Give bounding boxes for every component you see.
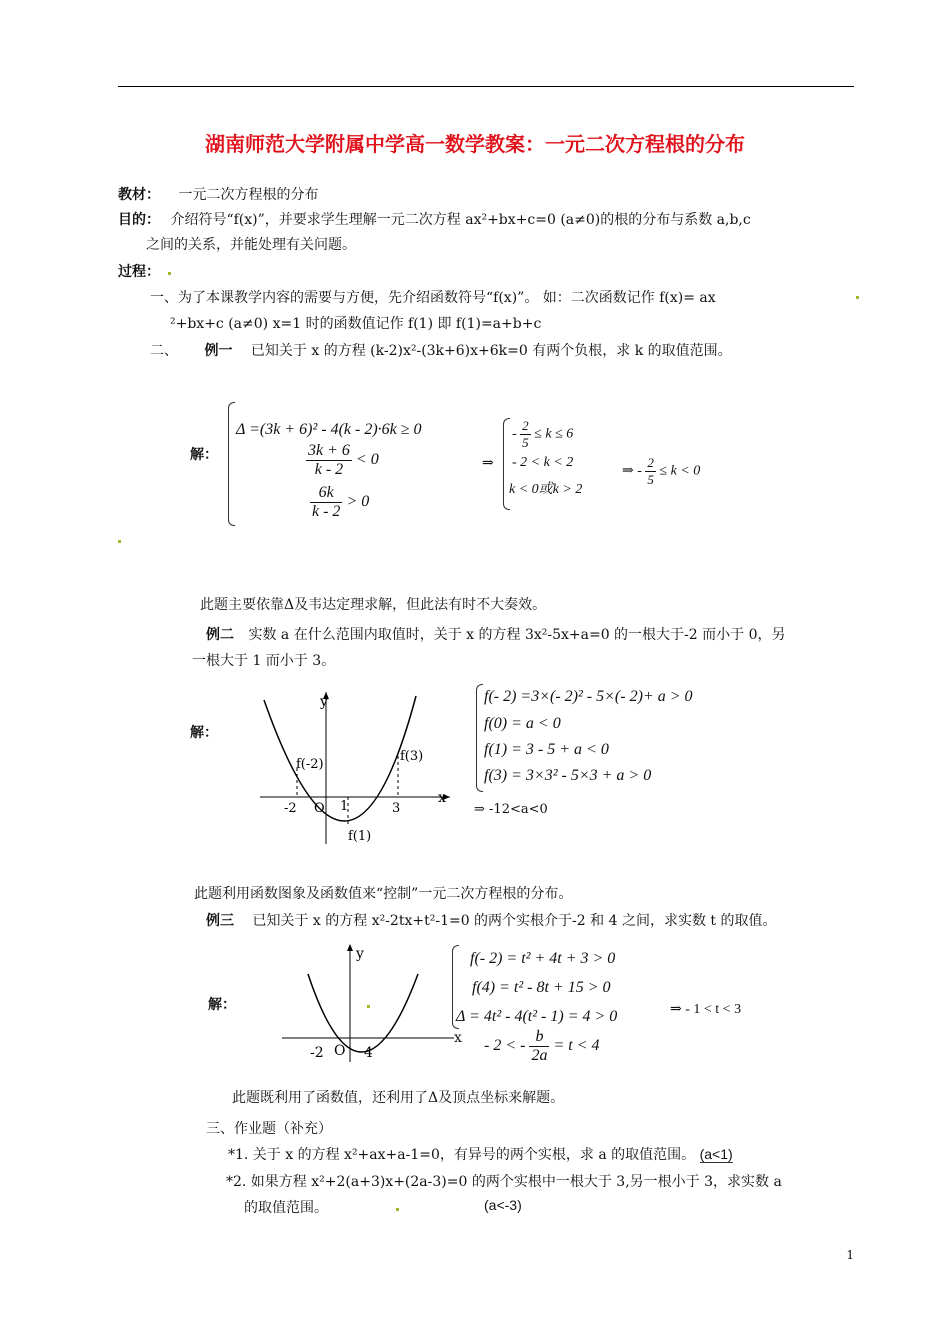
result-numerator: 2: [647, 455, 654, 470]
example2-eq1: f(- 2) =3×(- 2)² - 5×(- 2)+ a > 0: [484, 688, 693, 705]
result-post: ≤ k < 0: [659, 463, 701, 479]
purpose-text1: 介绍符号“f(x)”，并要求学生理解一元二次方程 ax²+bx+c=0 (a≠0)的根的分布与系数 a,b,c: [170, 212, 751, 228]
sys2-denominator: k - 2: [314, 461, 344, 478]
system-brace: [228, 402, 235, 526]
section1-line2: ²+bx+c (a≠0) x=1 时的函数值记作 f(1) 即 f(1)=a+b+c: [170, 316, 542, 332]
material-line: [118, 184, 318, 204]
r1-minus: -: [512, 426, 517, 442]
homework-title: 三、作业题（补充）: [206, 1121, 332, 1137]
implies-arrow: ⇒: [482, 455, 494, 471]
tick-label: 3: [392, 801, 401, 816]
example3-eq2: f(4) = t² - 8t + 15 > 0: [472, 979, 611, 996]
example3-eq1: f(- 2) = t² + 4t + 3 > 0: [470, 950, 616, 967]
r1-numerator: 2: [522, 418, 529, 433]
example2-eq4: f(3) = 3×3² - 5×3 + a > 0: [484, 767, 652, 784]
example2-text1: 实数 a 在什么范围内取值时，关于 x 的方程 3x²-5x+a=0 的一根大于-2 而小于 0，另: [248, 627, 786, 643]
tick-label: -2: [310, 1045, 324, 1061]
example1-sys3: [310, 484, 369, 521]
example2-line1: [206, 624, 786, 644]
example2-text2: 一根大于 1 而小于 3。: [192, 653, 336, 669]
purpose-line1: [118, 209, 751, 229]
example1-prefix: 二、: [150, 343, 178, 359]
origin-label: O: [314, 801, 325, 816]
example2-eq3: f(1) = 3 - 5 + a < 0: [484, 741, 609, 758]
example1-sys1: Δ =(3k + 6)² - 4(k - 2)·6k ≥ 0: [236, 421, 422, 438]
example2-note: 此题利用函数图象及函数值来“控制”一元二次方程根的分布。: [194, 886, 573, 902]
tick-label: -2: [284, 801, 297, 816]
example1-text: 已知关于 x 的方程 (k-2)x²-(3k+6)x+6k=0 有两个负根，求 k 的取值范围。: [250, 343, 732, 359]
example3-eq3: Δ = 4t² - 4(t² - 1) = 4 > 0: [456, 1008, 618, 1025]
purpose-label: 目的：: [118, 212, 160, 228]
example1-note: 此题主要依靠Δ及韦达定理求解，但此法有时不大奏效。: [200, 597, 547, 613]
x-label: x: [438, 790, 446, 806]
q1-answer: (a<1): [699, 1146, 733, 1162]
example3-solve-label: 解：: [208, 997, 236, 1013]
section1-line1: 一、为了本课教学内容的需要与方便，先介绍函数符号“f(x)”。 如：二次函数记作 f(x)= ax: [150, 290, 716, 306]
y-label: y: [320, 694, 328, 710]
origin-label: O: [334, 1043, 346, 1059]
homework-q2b: 的取值范围。: [244, 1200, 328, 1216]
page-number: 1: [846, 1248, 854, 1262]
marker-dot: [856, 296, 859, 299]
example3-x-label: x: [454, 1030, 462, 1046]
example3-result: ⇒ - 1 < t < 3: [670, 1002, 742, 1017]
sys3-relation: > 0: [346, 493, 370, 511]
point-label: f(-2): [296, 757, 324, 772]
tick-label: 1: [340, 799, 349, 814]
homework-q2a: *2. 如果方程 x²+2(a+3)x+(2a-3)=0 的两个实根中一根大于 3,另一根小于 3，求实数 a: [226, 1174, 782, 1190]
example3-text: 已知关于 x 的方程 x²-2tx+t²-1=0 的两个实根介于-2 和 4 之间，求实数 t 的取值。: [252, 913, 777, 929]
y-label: y: [356, 946, 364, 962]
point-label: f(1): [348, 829, 372, 844]
homework-q1: [228, 1144, 733, 1164]
marker-dot: [396, 1208, 399, 1211]
result-arrow: ⇒ -: [622, 463, 642, 479]
header-rule: [118, 86, 854, 87]
page-title: 湖南师范大学附属中学高一数学教案：一元二次方程根的分布: [205, 132, 745, 156]
example1-label: 例一: [204, 343, 233, 359]
example2-eq2: f(0) = a < 0: [484, 715, 561, 732]
example3-line: [206, 910, 776, 930]
tick-label: 4: [364, 1045, 373, 1061]
process-label: 过程：: [118, 264, 160, 280]
system-brace: [476, 684, 483, 792]
material-label: 教材：: [118, 187, 160, 203]
example1-solve-label: 解：: [190, 447, 218, 463]
purpose-text2: 之间的关系，并能处理有关问题。: [146, 237, 356, 253]
r1-denominator: 5: [522, 435, 529, 450]
y-axis-arrow-icon: [347, 944, 353, 951]
example1-line: [150, 340, 732, 360]
example2-graph: [250, 684, 460, 852]
example1-sys2: [306, 442, 379, 479]
eq4-pre: - 2 < -: [484, 1037, 526, 1055]
q1-text: *1. 关于 x 的方程 x²+ax+a-1=0，有异号的两个实根，求 a 的取值范围。: [228, 1147, 696, 1163]
example1-r3: k < 0或k > 2: [509, 482, 583, 497]
example3-label: 例三: [206, 913, 234, 929]
point-label: f(3): [400, 749, 424, 764]
eq4-denominator: 2a: [531, 1047, 548, 1064]
example1-r1: [512, 418, 573, 451]
eq4-post: = t < 4: [553, 1037, 600, 1055]
result-denominator: 5: [647, 472, 654, 487]
parabola-curve: [308, 974, 418, 1052]
marker-dot: [118, 540, 121, 543]
r1-post: ≤ k ≤ 6: [534, 426, 574, 442]
example3-graph: [278, 938, 462, 1066]
sys3-denominator: k - 2: [312, 503, 341, 520]
sys2-relation: < 0: [355, 451, 379, 469]
material-text: 一元二次方程根的分布: [178, 187, 319, 203]
example1-result: [622, 455, 700, 488]
example2-result: ⇒ -12<a<0: [474, 802, 548, 817]
example2-solve-label: 解：: [190, 725, 218, 741]
example3-eq4: [484, 1028, 600, 1065]
example1-r2: - 2 < k < 2: [512, 455, 574, 470]
marker-dot: [168, 272, 171, 275]
q2-answer: (a<-3): [484, 1197, 522, 1213]
example3-note: 此题既利用了函数值，还利用了Δ及顶点坐标来解题。: [232, 1090, 565, 1106]
example2-label: 例二: [206, 627, 234, 643]
sys3-numerator: 6k: [310, 484, 342, 503]
sys2-numerator: 3k + 6: [308, 442, 350, 459]
eq4-numerator: b: [529, 1028, 549, 1047]
marker-dot: [367, 1005, 370, 1008]
